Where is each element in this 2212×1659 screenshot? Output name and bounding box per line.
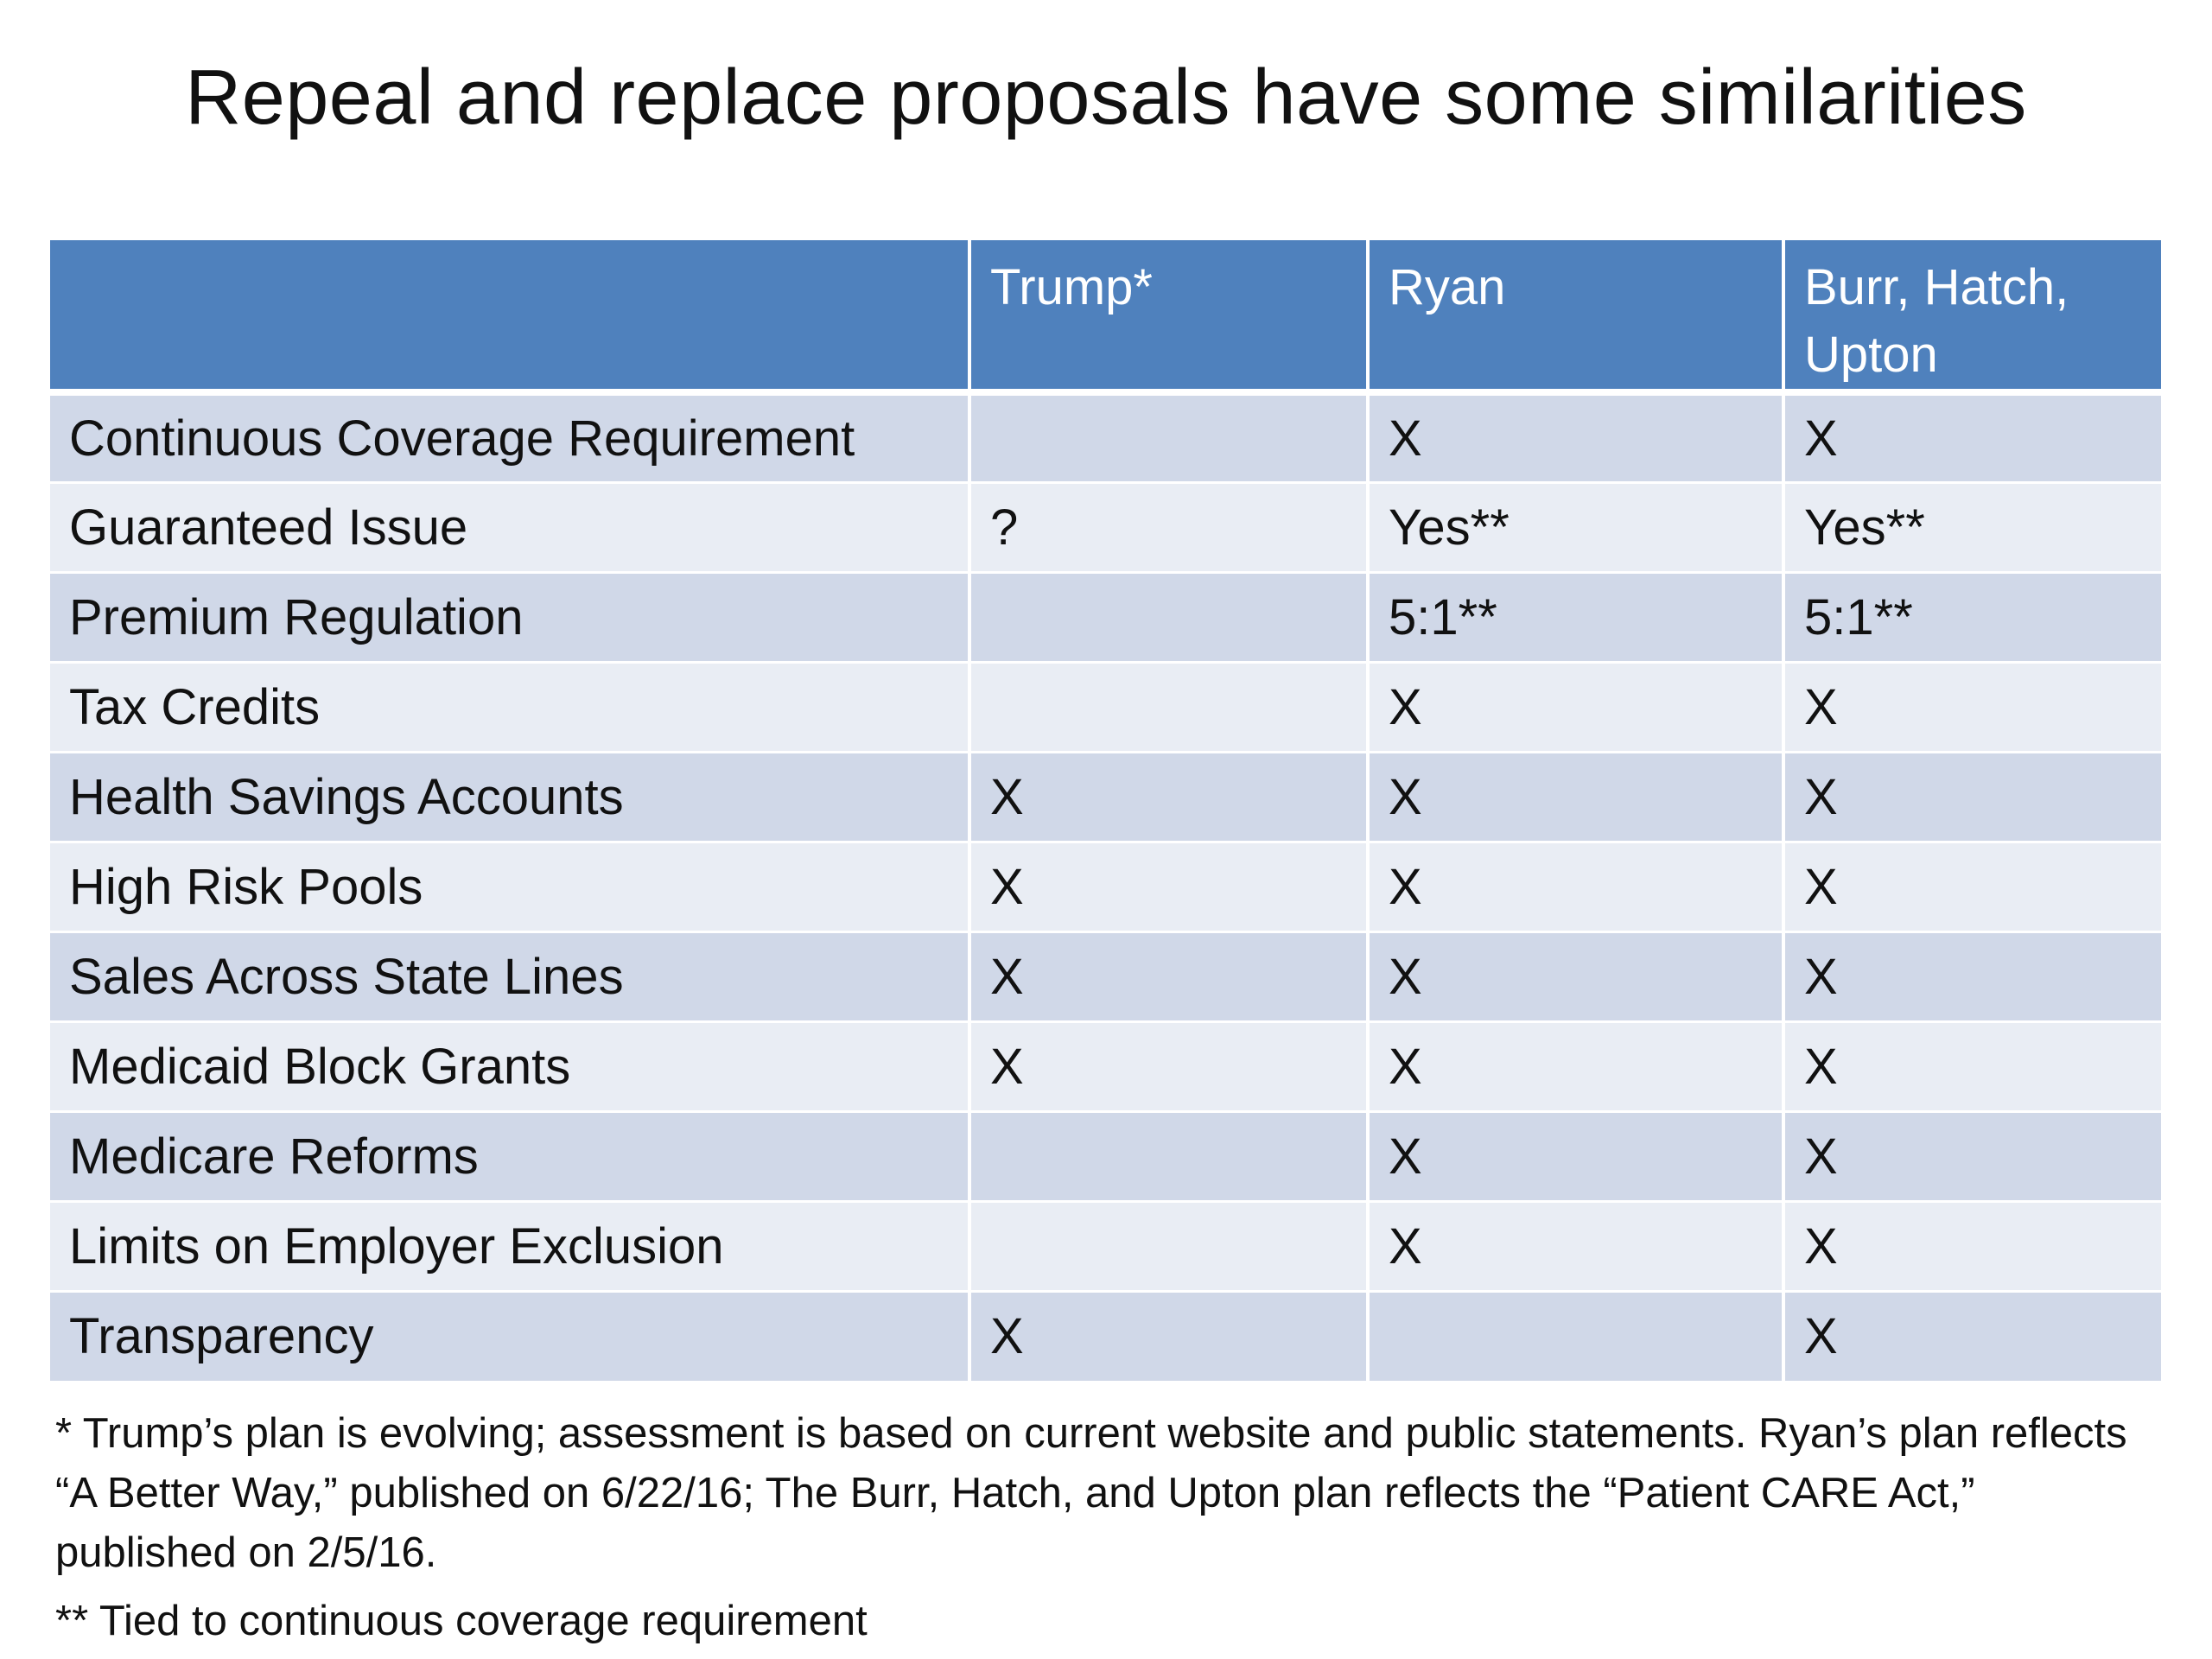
table-row [50, 482, 2161, 572]
cell-burr-hatch-upton: X [1783, 1291, 2161, 1381]
cell-trump [969, 392, 1368, 482]
cell-trump [969, 572, 1368, 662]
slide-title: Repeal and replace proposals have some similarities [185, 54, 2027, 141]
header-trump: Trump* [969, 240, 1368, 392]
comparison-table [50, 240, 2161, 1381]
cell-burr-hatch-upton: X [1783, 662, 2161, 752]
cell-ryan: X [1368, 1111, 1783, 1201]
row-label: High Risk Pools [50, 842, 969, 931]
row-label: Continuous Coverage Requirement [50, 392, 969, 482]
header-row [50, 240, 2161, 392]
cell-ryan: X [1368, 752, 1783, 842]
table-row [50, 572, 2161, 662]
header-burr-hatch-upton: Burr, Hatch, Upton [1783, 240, 2161, 392]
cell-trump: X [969, 1291, 1368, 1381]
header-ryan: Ryan [1368, 240, 1783, 392]
cell-burr-hatch-upton: X [1783, 1201, 2161, 1291]
cell-ryan: 5:1** [1368, 572, 1783, 662]
row-label: Tax Credits [50, 662, 969, 752]
footnote-plan-sources: * Trump’s plan is evolving; assessment is based on current website and public statements. Ryan’s plan reflects “A Better Way,” published on 6/22/16; The Burr, Hatch, and Upton plan reflects the “Patient CARE Act,” published on 2/5/16. [55, 1410, 2127, 1576]
cell-trump: X [969, 931, 1368, 1021]
cell-burr-hatch-upton: Yes** [1783, 482, 2161, 572]
cell-ryan: X [1368, 662, 1783, 752]
row-label: Medicaid Block Grants [50, 1021, 969, 1111]
table-row [50, 1291, 2161, 1381]
cell-ryan [1368, 1291, 1783, 1381]
cell-ryan: X [1368, 392, 1783, 482]
table-row [50, 1021, 2161, 1111]
cell-burr-hatch-upton: X [1783, 752, 2161, 842]
row-label: Health Savings Accounts [50, 752, 969, 842]
footnotes [55, 1404, 2164, 1651]
row-label: Sales Across State Lines [50, 931, 969, 1021]
table-row [50, 392, 2161, 482]
header-feature [50, 240, 969, 392]
cell-ryan: Yes** [1368, 482, 1783, 572]
table-row [50, 662, 2161, 752]
cell-burr-hatch-upton: X [1783, 842, 2161, 931]
table-row [50, 1201, 2161, 1291]
cell-trump: X [969, 1021, 1368, 1111]
row-label: Limits on Employer Exclusion [50, 1201, 969, 1291]
row-label: Premium Regulation [50, 572, 969, 662]
table-row [50, 1111, 2161, 1201]
cell-burr-hatch-upton: X [1783, 392, 2161, 482]
cell-trump: X [969, 842, 1368, 931]
table-row [50, 752, 2161, 842]
cell-trump [969, 1111, 1368, 1201]
cell-burr-hatch-upton: X [1783, 1021, 2161, 1111]
cell-trump [969, 1201, 1368, 1291]
cell-trump: ? [969, 482, 1368, 572]
footnote-continuous-coverage: ** Tied to continuous coverage requirement [55, 1598, 868, 1644]
cell-ryan: X [1368, 1201, 1783, 1291]
cell-burr-hatch-upton: X [1783, 931, 2161, 1021]
table-row [50, 931, 2161, 1021]
cell-ryan: X [1368, 931, 1783, 1021]
table-row [50, 842, 2161, 931]
cell-ryan: X [1368, 842, 1783, 931]
row-label: Guaranteed Issue [50, 482, 969, 572]
cell-trump [969, 662, 1368, 752]
cell-trump: X [969, 752, 1368, 842]
cell-burr-hatch-upton: X [1783, 1111, 2161, 1201]
row-label: Transparency [50, 1291, 969, 1381]
cell-ryan: X [1368, 1021, 1783, 1111]
cell-burr-hatch-upton: 5:1** [1783, 572, 2161, 662]
row-label: Medicare Reforms [50, 1111, 969, 1201]
